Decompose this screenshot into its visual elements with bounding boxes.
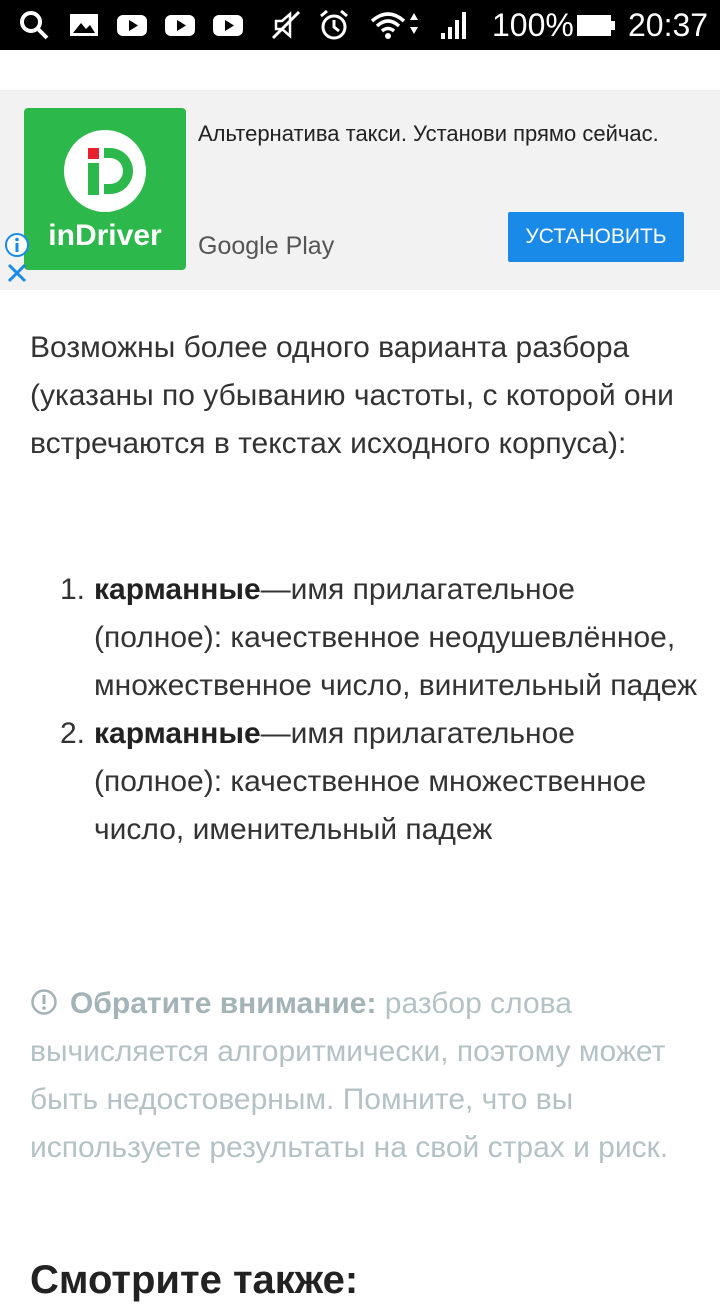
result-description: —имя прилагательное (полное): качественное множественное число, именительный падеж (94, 717, 647, 846)
indriver-logo-icon (64, 130, 146, 212)
list-item (60, 710, 700, 854)
result-word: карманные (94, 717, 261, 750)
google-label: Google (198, 232, 279, 260)
ad-close-icon[interactable] (6, 262, 28, 284)
item-number: 1. (60, 573, 86, 606)
notice (30, 980, 694, 1172)
play-label: Play (285, 232, 335, 260)
intro-text: Возможны более одного варианта разбора (указаны по убыванию частоты, с которой они встречаются в текстах исходного корпуса): (30, 331, 674, 460)
battery-level: 100% (492, 7, 574, 43)
youtube-icon (164, 9, 196, 41)
clock: 20:37 (628, 7, 709, 43)
results-list (60, 566, 700, 854)
exclamation-circle-icon (30, 988, 58, 1016)
list-item (60, 566, 700, 710)
battery-icon (576, 9, 616, 41)
signal-icon (438, 9, 470, 41)
result-word: карманные (94, 573, 261, 606)
ad-app-tile[interactable] (24, 108, 186, 270)
install-button[interactable]: УСТАНОВИТЬ (508, 212, 684, 262)
ad-headline[interactable]: Альтернатива такси. Установи прямо сейчас. (198, 121, 659, 146)
youtube-icon (212, 9, 244, 41)
ad-brand: inDriver (48, 219, 162, 252)
mute-icon (270, 9, 302, 41)
youtube-icon (116, 9, 148, 41)
status-bar (0, 0, 720, 50)
item-number: 2. (60, 717, 86, 750)
result-description: —имя прилагательное (полное): качественное неодушевлённое, множественное число, винительный падеж (94, 573, 698, 702)
ad-banner[interactable] (0, 90, 720, 290)
see-also-heading: Смотрите также: (30, 1258, 359, 1302)
wifi-icon (370, 9, 422, 41)
alarm-icon (318, 9, 350, 41)
gallery-icon (68, 9, 100, 41)
ad-info-icon[interactable] (4, 232, 30, 258)
google-play-label (198, 230, 334, 262)
indriver-logo (64, 130, 146, 212)
notice-text: разбор слова вычисляется алгоритмически, поэтому может быть недостоверным. Помните, что вы используете результаты на свой страх и риск. (30, 987, 669, 1164)
notice-label: Обратите внимание: (70, 987, 377, 1020)
search-icon (18, 9, 50, 41)
